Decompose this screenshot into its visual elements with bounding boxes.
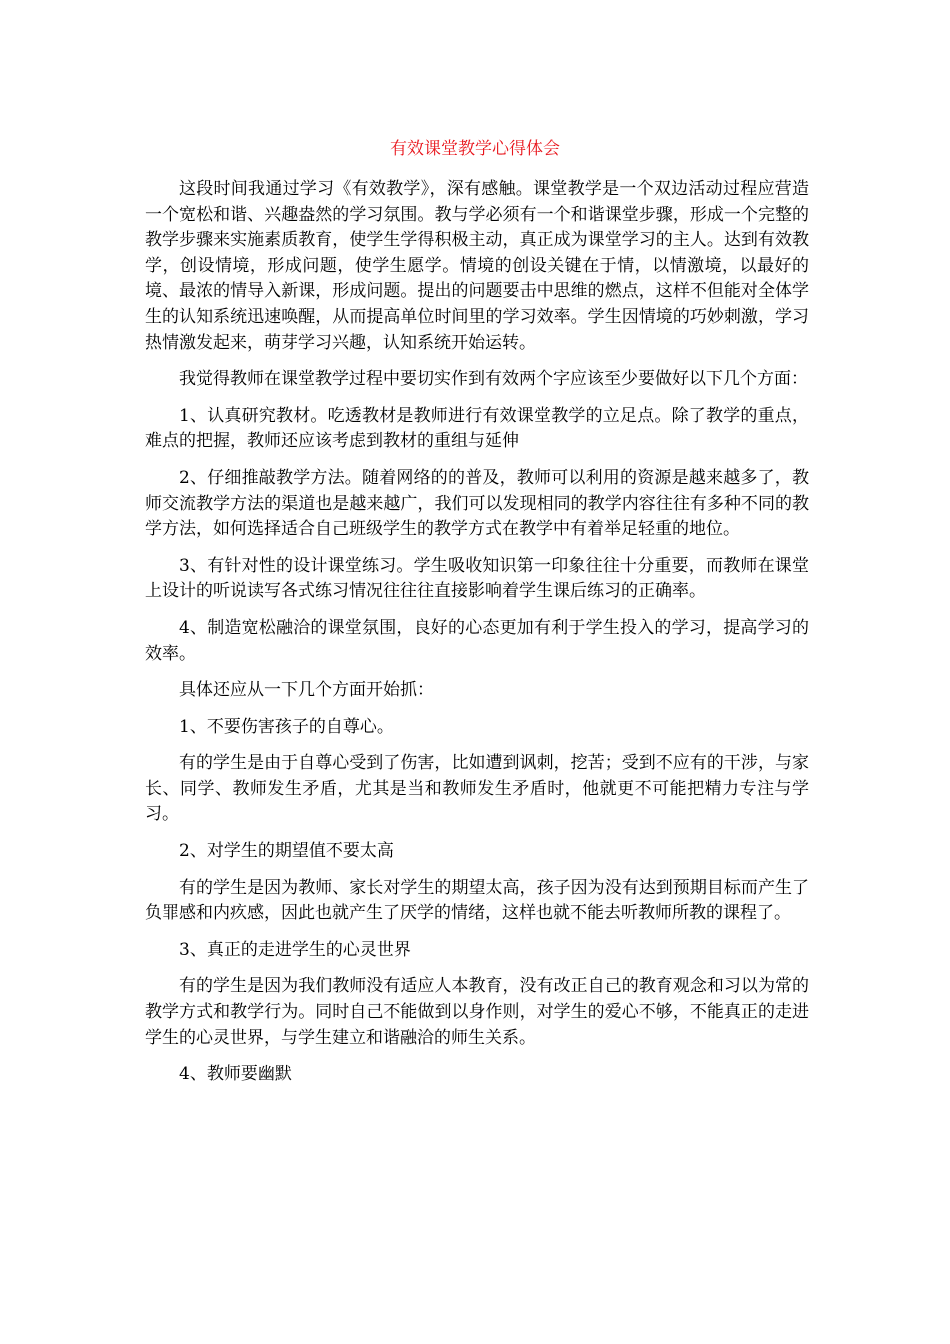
paragraph-aspects-intro: 我觉得教师在课堂教学过程中要切实作到有效两个字应该至少要做好以下几个方面： — [179, 369, 808, 390]
paragraph-point-1: 1、认真研究教材。吃透教材是教师进行有效课堂教学的立足点。除了教学的重点，难点的把握，教师还应该考虑到教材的重组与延伸 — [145, 405, 809, 452]
paragraph-self-esteem: 有的学生是由于自尊心受到了伤害，比如遭到讽刺，挖苦；受到不应有的干涉，与家长、同学、教师发生矛盾，尤其是当和教师发生矛盾时，他就更不可能把精力专注与学习。 — [145, 753, 809, 825]
heading-expectations: 2、对学生的期望值不要太高 — [179, 841, 394, 862]
heading-humor: 4、教师要幽默 — [179, 1064, 292, 1085]
document-body — [145, 177, 809, 1088]
paragraph-inner-world: 有的学生是因为我们教师没有适应人本教育，没有改正自己的教育观念和习以为常的教学方式和教学行为。同时自己不能做到以身作则，对学生的爱心不够，不能真正的走进学生的心灵世界，与学生建立和谐融洽的师生关系。 — [145, 976, 809, 1048]
document-title: 有效课堂教学心得体会 — [390, 139, 560, 159]
heading-self-esteem: 1、不要伤害孩子的自尊心。 — [179, 716, 394, 737]
paragraph-point-3: 3、有针对性的设计课堂练习。学生吸收知识第一印象往往十分重要，而教师在课堂上设计的听说读写各式练习情况往往往直接影响着学生课后练习的正确率。 — [145, 555, 809, 602]
paragraph-point-2: 2、仔细推敲教学方法。随着网络的的普及，教师可以利用的资源是越来越多了，教师交流教学方法的渠道也是越来越广，我们可以发现相同的教学内容往往有多种不同的教学方法，如何选择适合自己班级学生的教学方式在教学中有着举足轻重的地位。 — [145, 467, 809, 540]
heading-inner-world: 3、真正的走进学生的心灵世界 — [179, 939, 411, 960]
paragraph-expectations: 有的学生是因为教师、家长对学生的期望太高，孩子因为没有达到预期目标而产生了负罪感和内疚感，因此也就产生了厌学的情绪，这样也就不能去听教师所教的课程了。 — [145, 877, 809, 924]
paragraph-point-4: 4、制造宽松融洽的课堂氛围，良好的心态更加有利于学生投入的学习，提高学习的效率。 — [145, 617, 809, 664]
paragraph-intro: 这段时间我通过学习《有效教学》，深有感触。课堂教学是一个双边活动过程应营造一个宽松和谐、兴趣盎然的学习氛围。教与学必须有一个和谐课堂步骤，形成一个完整的教学步骤来实施素质教育，使学生学得积极主动，真正成为课堂学习的主人。达到有效教学，创设情境，形成问题，使学生愿学。情境的创设关键在于情，以情激境，以最好的境、最浓的情导入新课，形成问题。提出的问题要击中思维的燃点，这样不但能对全体学生的认知系统迅速唤醒，从而提高单位时间里的学习效率。学生因情境的巧妙刺激，学习热情激发起来，萌芽学习兴趣，认知系统开始运转。 — [145, 179, 809, 353]
paragraph-specific-intro: 具体还应从一下几个方面开始抓： — [179, 680, 434, 701]
